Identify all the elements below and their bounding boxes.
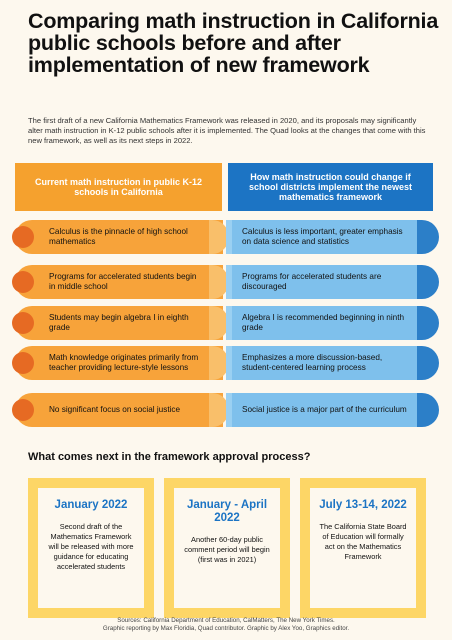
page-title: Comparing math instruction in California public schools before and after implementation of new framework — [28, 9, 439, 77]
timeline-text: The California State Board of Education will formally act on the Mathematics Framework — [319, 522, 407, 561]
new-row-5 — [230, 393, 434, 427]
intro-text: The first draft of a new California Mathematics Framework was released in 2020, and its proposals may significantly alter math instruction in K-12 public schools after it is implemented. The Quad looks at the changes that come with this new framework, as well as its next steps in 2022. — [28, 116, 426, 145]
current-row-2 — [15, 265, 223, 299]
new-row-text: Programs for accelerated students are discouraged — [242, 272, 382, 291]
timeline-date: January 2022 — [54, 499, 128, 511]
timeline-date: July 13-14, 2022 — [319, 499, 407, 511]
timeline-card-2 — [164, 478, 290, 618]
new-column-header-text: How math instruction could change if school districts implement the newest mathematics framework — [248, 172, 413, 202]
current-row-text: Programs for accelerated students begin in middle school — [49, 272, 197, 291]
current-row-text: Math knowledge originates primarily from teacher providing lecture-style lessons — [49, 353, 199, 372]
new-column-header — [228, 163, 433, 211]
timeline-text: Another 60-day public comment period will begin (first was in 2021) — [184, 535, 270, 564]
current-row-4 — [15, 346, 223, 380]
next-steps-heading: What comes next in the framework approval process? — [28, 451, 311, 463]
timeline-text: Second draft of the Mathematics Framework will be released with more guidance for educating accelerated students — [48, 522, 134, 571]
sources-footer — [0, 617, 452, 633]
current-row-1 — [15, 220, 223, 254]
timeline-date: January - April 2022 — [186, 499, 268, 524]
credits-line: Graphic reporting by Max Floridia, Quad contributor. Graphic by Alex Yoo, Graphics editor. — [102, 625, 350, 632]
new-row-text: Algebra I is recommended beginning in ninth grade — [242, 313, 405, 332]
new-row-text: Calculus is less important, greater emphasis on data science and statistics — [242, 227, 403, 246]
current-column-header-text: Current math instruction in public K-12 schools in California — [34, 177, 202, 197]
current-row-3 — [15, 306, 223, 340]
new-row-text: Social justice is a major part of the curriculum — [242, 405, 407, 414]
timeline-card-1 — [28, 478, 154, 618]
new-row-text: Emphasizes a more discussion-based, student-centered learning process — [242, 353, 383, 372]
new-row-2 — [230, 265, 434, 299]
new-row-1 — [230, 220, 434, 254]
timeline-card-3 — [300, 478, 426, 618]
new-row-3 — [230, 306, 434, 340]
current-row-text: Calculus is the pinnacle of high school mathematics — [49, 227, 188, 246]
sources-line: Sources: California Department of Education, CalMatters, The New York Times. — [117, 617, 335, 624]
current-column-header — [15, 163, 222, 211]
current-row-text: No significant focus on social justice — [49, 405, 181, 414]
current-row-5 — [15, 393, 223, 427]
current-row-text: Students may begin algebra I in eighth grade — [49, 313, 189, 332]
new-row-4 — [230, 346, 434, 380]
